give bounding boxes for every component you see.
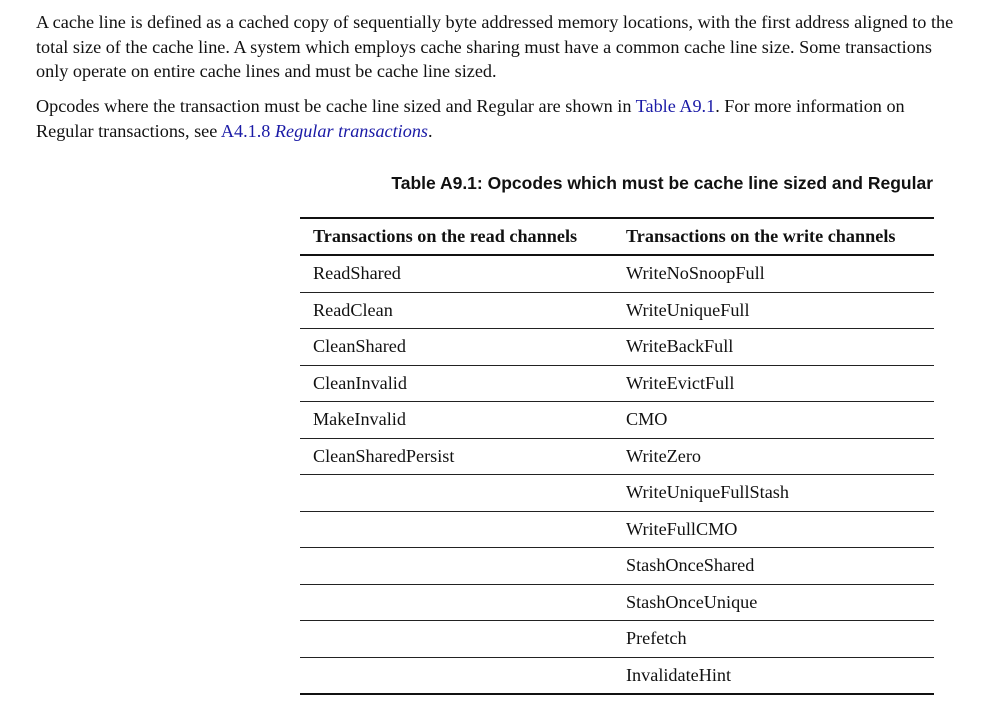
table-row bbox=[300, 511, 934, 548]
paragraph-text: . bbox=[428, 120, 433, 141]
table-row bbox=[300, 584, 934, 621]
read-cell bbox=[300, 657, 613, 694]
write-cell: WriteUniqueFullStash bbox=[613, 475, 934, 512]
paragraph-text: . For more information on Regular transactions, see bbox=[36, 96, 905, 141]
table-row bbox=[300, 292, 934, 329]
write-cell: InvalidateHint bbox=[613, 657, 934, 694]
write-channels-header: Transactions on the write channels bbox=[613, 218, 934, 255]
read-cell: ReadClean bbox=[300, 292, 613, 329]
read-cell: CleanShared bbox=[300, 329, 613, 366]
regular-transactions-link[interactable] bbox=[221, 121, 428, 141]
write-cell: StashOnceShared bbox=[613, 548, 934, 585]
read-cell bbox=[300, 548, 613, 585]
table-row bbox=[300, 475, 934, 512]
table-row bbox=[300, 255, 934, 292]
intro-paragraph: A cache line is defined as a cached copy of sequentially byte addressed memory locations, with the first address aligned to the total size of the cache line. A system which employs cache sharing must have a common cache line size. Some transactions only operate on entire cache lines and must be cache line sized. bbox=[36, 12, 954, 81]
read-cell bbox=[300, 584, 613, 621]
write-cell: WriteNoSnoopFull bbox=[613, 255, 934, 292]
read-channels-header: Transactions on the read channels bbox=[300, 218, 613, 255]
write-cell: WriteFullCMO bbox=[613, 511, 934, 548]
table-row bbox=[300, 438, 934, 475]
write-cell: WriteBackFull bbox=[613, 329, 934, 366]
table-row bbox=[300, 548, 934, 585]
table-a9-1-link[interactable]: Table A9.1 bbox=[635, 96, 716, 116]
write-cell: WriteUniqueFull bbox=[613, 292, 934, 329]
table-row bbox=[300, 657, 934, 694]
table-row bbox=[300, 329, 934, 366]
paragraph-text: Opcodes where the transaction must be cache line sized and Regular are shown in bbox=[36, 96, 636, 116]
table-header-row bbox=[300, 218, 934, 255]
read-cell: CleanInvalid bbox=[300, 365, 613, 402]
table-caption: Table A9.1: Opcodes which must be cache line sized and Regular bbox=[391, 173, 933, 193]
read-cell bbox=[300, 475, 613, 512]
write-cell: WriteZero bbox=[613, 438, 934, 475]
opcodes-table bbox=[300, 217, 934, 695]
read-cell bbox=[300, 511, 613, 548]
read-cell: MakeInvalid bbox=[300, 402, 613, 439]
read-cell bbox=[300, 621, 613, 658]
write-cell: StashOnceUnique bbox=[613, 584, 934, 621]
write-cell: WriteEvictFull bbox=[613, 365, 934, 402]
opcodes-paragraph bbox=[36, 94, 966, 143]
table-row bbox=[300, 621, 934, 658]
write-cell: CMO bbox=[613, 402, 934, 439]
read-cell: CleanSharedPersist bbox=[300, 438, 613, 475]
section-title: Regular transactions bbox=[274, 120, 428, 141]
table-row bbox=[300, 365, 934, 402]
read-cell: ReadShared bbox=[300, 255, 613, 292]
table-row bbox=[300, 402, 934, 439]
section-number: A4.1.8 bbox=[220, 120, 271, 141]
write-cell: Prefetch bbox=[613, 621, 934, 658]
